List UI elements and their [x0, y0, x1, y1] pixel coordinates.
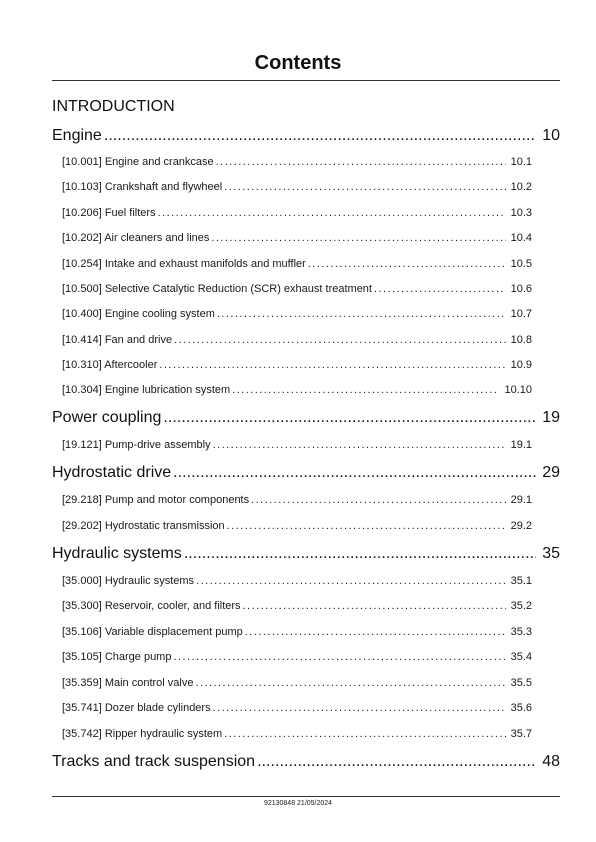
toc-entry-title: [35.106] Variable displacement pump [62, 626, 243, 638]
dot-leader [257, 751, 536, 773]
toc-entry[interactable] [62, 154, 532, 170]
toc-entry[interactable] [62, 437, 532, 453]
toc-entry-title: [10.206] Fuel filters [62, 207, 156, 219]
page-title: Contents [254, 52, 342, 74]
dot-leader [308, 256, 506, 272]
toc-section-page: 48 [542, 753, 560, 770]
dot-leader [173, 462, 536, 484]
toc-entry-page: 29.2 [510, 520, 532, 532]
toc-entry-title: [35.105] Charge pump [62, 651, 172, 663]
toc-entry-page: 35.6 [510, 702, 532, 714]
toc-entry[interactable] [62, 598, 532, 614]
toc-entry[interactable] [62, 306, 532, 322]
toc-entry-page: 10.5 [510, 258, 532, 270]
dot-leader [211, 230, 505, 246]
dot-leader [232, 382, 499, 398]
toc-entry-page: 19.1 [510, 439, 532, 451]
toc-entry[interactable] [62, 205, 532, 221]
toc-entry-title: [19.121] Pump-drive assembly [62, 439, 211, 451]
dot-leader [184, 543, 536, 565]
toc-entry[interactable] [62, 256, 532, 272]
toc-entry-page: 35.5 [510, 677, 532, 689]
toc-section-title: Power coupling [52, 409, 162, 426]
dot-leader [245, 624, 506, 640]
toc-entry-title: [29.202] Hydrostatic transmission [62, 520, 225, 532]
dot-leader [224, 179, 505, 195]
toc-entry[interactable] [62, 700, 532, 716]
toc-entry-page: 10.2 [510, 181, 532, 193]
toc-entry-page: 10.10 [504, 384, 532, 396]
toc-entry[interactable] [62, 624, 532, 640]
toc-section-title: Engine [52, 127, 102, 144]
toc-entry[interactable] [62, 357, 532, 373]
toc-entry-title: [10.254] Intake and exhaust manifolds and muffler [62, 258, 306, 270]
toc-entry-title: [10.103] Crankshaft and flywheel [62, 181, 223, 193]
toc-entry-title: [35.741] Dozer blade cylinders [62, 702, 211, 714]
dot-leader [213, 700, 506, 716]
dot-leader [374, 281, 506, 297]
dot-leader [224, 726, 505, 742]
toc-entry-page: 10.7 [510, 308, 532, 320]
toc-section-title: Hydrostatic drive [52, 464, 172, 481]
page-footer: 92130848 21/05/2024 [263, 800, 333, 807]
toc-entry-page: 35.3 [510, 626, 532, 638]
toc-entry-title: [35.742] Ripper hydraulic system [62, 728, 223, 740]
toc-entry-title: [10.414] Fan and drive [62, 334, 173, 346]
toc-entry-page: 29.1 [510, 494, 532, 506]
toc-section-power-coupling[interactable] [52, 407, 560, 429]
toc-section-engine[interactable] [52, 125, 560, 147]
toc-entry[interactable] [62, 230, 532, 246]
toc-section-tracks-and-track-suspension[interactable] [52, 751, 560, 773]
toc-entry-page: 35.7 [510, 728, 532, 740]
toc-entry-title: [35.300] Reservoir, cooler, and filters [62, 600, 241, 612]
dot-leader [104, 125, 536, 147]
toc-section-title: Tracks and track suspension [52, 753, 256, 770]
toc-entry-title: [10.202] Air cleaners and lines [62, 232, 210, 244]
toc-entry[interactable] [62, 518, 532, 534]
dot-leader [159, 357, 505, 373]
toc-entry[interactable] [62, 675, 532, 691]
dot-leader [227, 518, 506, 534]
toc-entry-page: 35.4 [510, 651, 532, 663]
toc-entry[interactable] [62, 281, 532, 297]
toc-entry[interactable] [62, 726, 532, 742]
toc-entry[interactable] [62, 179, 532, 195]
toc-section-page: 29 [542, 464, 560, 481]
toc-entry-page: 10.1 [510, 156, 532, 168]
toc-section-title: Hydraulic systems [52, 545, 182, 562]
toc-section-hydrostatic-drive[interactable] [52, 462, 560, 484]
toc-entry[interactable] [62, 332, 532, 348]
dot-leader [196, 573, 506, 589]
toc-entry-page: 35.2 [510, 600, 532, 612]
dot-leader [251, 492, 505, 508]
introduction-link[interactable]: INTRODUCTION [52, 98, 175, 115]
toc-entry-title: [10.310] Aftercooler [62, 359, 158, 371]
toc-entry[interactable] [62, 382, 532, 398]
toc-entry[interactable] [62, 573, 532, 589]
dot-leader [216, 154, 506, 170]
toc-entry-page: 10.9 [510, 359, 532, 371]
toc-entry[interactable] [62, 649, 532, 665]
dot-leader [195, 675, 505, 691]
toc-entry-title: [29.218] Pump and motor components [62, 494, 250, 506]
toc-entry-title: [10.304] Engine lubrication system [62, 384, 231, 396]
dot-leader [174, 332, 506, 348]
toc-section-page: 19 [542, 409, 560, 426]
toc-entry-title: [10.001] Engine and crankcase [62, 156, 214, 168]
dot-leader [158, 205, 506, 221]
toc-entry-page: 10.6 [510, 283, 532, 295]
dot-leader [243, 598, 506, 614]
dot-leader [213, 437, 506, 453]
toc-entry-title: [35.000] Hydraulic systems [62, 575, 195, 587]
dot-leader [163, 407, 536, 429]
footer-rule [52, 796, 560, 797]
toc-entry-page: 10.3 [510, 207, 532, 219]
toc-entry[interactable] [62, 492, 532, 508]
dot-leader [173, 649, 505, 665]
toc-section-page: 35 [542, 545, 560, 562]
toc-entry-page: 10.8 [510, 334, 532, 346]
toc-entry-title: [10.500] Selective Catalytic Reduction (SCR) exhaust treatment [62, 283, 372, 295]
toc-entry-page: 10.4 [510, 232, 532, 244]
title-rule [52, 80, 560, 81]
toc-section-hydraulic-systems[interactable] [52, 543, 560, 565]
dot-leader [217, 306, 506, 322]
toc-entry-title: [35.359] Main control valve [62, 677, 194, 689]
toc-entry-title: [10.400] Engine cooling system [62, 308, 215, 320]
toc-section-page: 10 [542, 127, 560, 144]
toc-entry-page: 35.1 [510, 575, 532, 587]
